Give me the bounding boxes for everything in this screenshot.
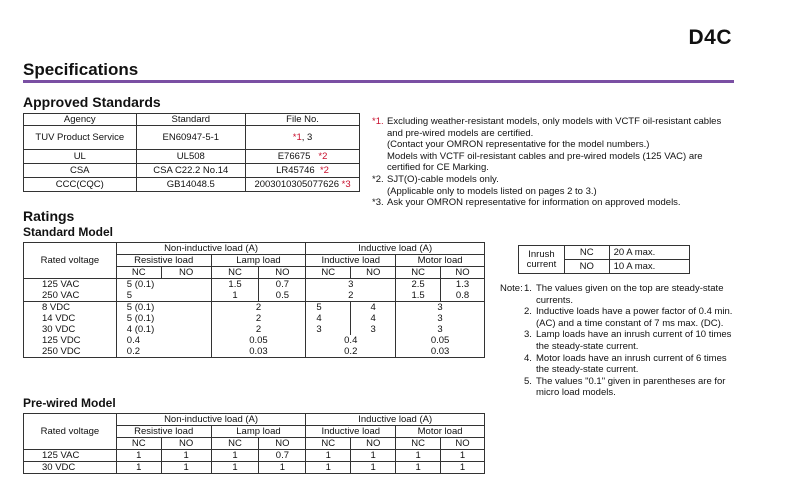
- table-row: [519, 246, 690, 260]
- resistive-cell: 4 (0.1): [116, 324, 211, 335]
- column-header-lamp: Lamp load: [211, 426, 306, 438]
- motor-cell: 3: [396, 313, 485, 324]
- lamp-cell: 2: [211, 302, 306, 314]
- inductive-cell: 3: [306, 279, 396, 291]
- note-line: Lamp loads have an inrush current of 10 times: [536, 329, 732, 341]
- inductive-cell: 0.4: [306, 335, 396, 346]
- column-header-nc: NC: [396, 267, 441, 279]
- footnote-line: certified for CE Marking.: [387, 162, 489, 174]
- standard-model-heading: Standard Model: [23, 225, 114, 239]
- footnote-mark: *2: [318, 150, 328, 162]
- inductive-no-cell: 3: [351, 324, 396, 335]
- voltage-cell: 125 VAC: [24, 279, 117, 291]
- file-no-text: E76675: [277, 150, 311, 162]
- value-cell: 1: [306, 462, 351, 474]
- table-row: [24, 126, 360, 150]
- table-row: [24, 164, 360, 178]
- column-header-file-no: File No.: [246, 114, 360, 126]
- column-header-nc: NC: [116, 438, 161, 450]
- column-header-noninductive: Non-inductive load (A): [116, 414, 306, 426]
- table-row: [24, 279, 485, 291]
- ratings-notes: [500, 283, 760, 399]
- note-line: micro load models.: [536, 387, 616, 399]
- inductive-nc-cell: 3: [306, 324, 351, 335]
- note-line: The values given on the top are steady-state: [536, 283, 724, 294]
- lamp-no-cell: 0.5: [259, 290, 306, 302]
- voltage-cell: 8 VDC: [24, 302, 117, 314]
- footnote-line: and pre-wired models are certified.: [387, 127, 534, 139]
- table-header-row: [24, 414, 485, 426]
- resistive-cell: 5 (0.1): [116, 313, 211, 324]
- motor-cell: 0.05: [396, 335, 485, 346]
- footnote-text: [387, 174, 597, 197]
- note-mark: 2.: [524, 306, 532, 318]
- agency-cell: TUV Product Service: [24, 126, 137, 150]
- footnote-line: SJT(O)-cable models only.: [387, 173, 499, 185]
- file-no-cell: [246, 178, 360, 192]
- column-header-no: NO: [161, 438, 211, 450]
- table-row: [24, 346, 485, 358]
- voltage-cell: 125 VDC: [24, 335, 117, 346]
- prewired-model-ratings-table: [23, 413, 485, 474]
- voltage-cell: 30 VDC: [24, 324, 117, 335]
- motor-no-cell: 0.8: [441, 290, 485, 302]
- footnote-line: (Applicable only to models listed on pages 2 to 3.): [387, 185, 597, 197]
- column-header-nc: NC: [211, 267, 259, 279]
- approved-standards-heading: Approved Standards: [23, 94, 161, 110]
- lamp-nc-cell: 1.5: [211, 279, 259, 291]
- approved-standards-notes: [372, 116, 752, 209]
- column-header-agency: Agency: [24, 114, 137, 126]
- value-cell: 1: [441, 450, 485, 462]
- inductive-nc-cell: 4: [306, 313, 351, 324]
- table-row: [24, 450, 485, 462]
- agency-cell: CSA: [24, 164, 137, 178]
- table-header-row: [24, 114, 360, 126]
- inrush-label-line: Inrush: [528, 248, 555, 260]
- table-row: [24, 302, 485, 314]
- note-mark: 4.: [524, 352, 532, 364]
- value-cell: 1: [259, 462, 306, 474]
- motor-no-cell: 1.3: [441, 279, 485, 291]
- column-header-motor: Motor load: [396, 255, 485, 267]
- footnote-mark: *1: [292, 131, 302, 143]
- resistive-cell: 5 (0.1): [116, 279, 211, 291]
- column-header-no: NO: [259, 267, 306, 279]
- column-header-no: NO: [351, 267, 396, 279]
- column-header-resistive: Resistive load: [116, 426, 211, 438]
- value-cell: 1: [351, 462, 396, 474]
- footnote: [372, 116, 752, 174]
- column-header-lamp: Lamp load: [211, 255, 306, 267]
- standard-cell: CSA C22.2 No.14: [136, 164, 246, 178]
- footnote-mark: *3: [341, 178, 351, 190]
- note-mark: 5.: [524, 375, 532, 387]
- file-no-text: 2003010305077626: [254, 178, 339, 190]
- column-header-inductive: Inductive load (A): [306, 414, 485, 426]
- value-cell: 1: [161, 462, 211, 474]
- file-no-text: LR45746: [276, 164, 315, 176]
- file-no-text: , 3: [301, 131, 313, 143]
- note-text: [536, 283, 723, 306]
- standard-model-ratings-table: [23, 242, 485, 358]
- note-prefix: Note:: [500, 283, 523, 294]
- lamp-cell: 0.05: [211, 335, 306, 346]
- inductive-cell: 0.2: [306, 346, 396, 358]
- note-line: the steady-state current.: [536, 364, 639, 376]
- footnote-text: [387, 116, 721, 174]
- resistive-cell: 0.4: [116, 335, 211, 346]
- voltage-cell: 125 VAC: [24, 450, 117, 462]
- column-header-rated-voltage: Rated voltage: [24, 414, 117, 450]
- title-divider: [23, 80, 734, 83]
- lamp-no-cell: 0.7: [259, 279, 306, 291]
- table-row: [24, 150, 360, 164]
- inductive-cell: 2: [306, 290, 396, 302]
- note-text: [536, 329, 731, 352]
- column-header-no: NO: [441, 438, 485, 450]
- note-item: [500, 329, 760, 352]
- note-line: (AC) and a time constant of 7 ms max. (DC).: [536, 317, 724, 329]
- standard-cell: GB14048.5: [136, 178, 246, 192]
- motor-cell: 3: [396, 302, 485, 314]
- voltage-cell: 14 VDC: [24, 313, 117, 324]
- inrush-value-cell: 20 A max.: [609, 246, 689, 260]
- note-item: [500, 353, 760, 376]
- value-cell: 1: [441, 462, 485, 474]
- approved-standards-table: [23, 113, 360, 192]
- value-cell: 1: [306, 450, 351, 462]
- footnote-line: Models with VCTF oil-resistant cables and pre-wired models (125 VAC) are: [387, 150, 703, 162]
- footnote-line: (Contact your OMRON representative for the model numbers.): [387, 139, 650, 151]
- note-item: [500, 306, 760, 329]
- column-header-no: NO: [161, 267, 211, 279]
- note-line: currents.: [536, 294, 573, 306]
- ratings-heading: Ratings: [23, 208, 75, 224]
- note-line: The values "0.1" given in parentheses are for: [536, 375, 726, 387]
- inductive-nc-cell: 5: [306, 302, 351, 314]
- column-header-no: NO: [441, 267, 485, 279]
- motor-cell: 3: [396, 324, 485, 335]
- agency-cell: UL: [24, 150, 137, 164]
- column-header-inductive: Inductive load (A): [306, 243, 485, 255]
- note-line: Motor loads have an inrush current of 6 times: [536, 352, 727, 364]
- inductive-no-cell: 4: [351, 313, 396, 324]
- table-row: [24, 313, 485, 324]
- file-no-cell: [246, 164, 360, 178]
- value-cell: 1: [116, 462, 161, 474]
- motor-cell: 0.03: [396, 346, 485, 358]
- column-header-nc: NC: [211, 438, 259, 450]
- inrush-value-cell: 10 A max.: [609, 260, 689, 274]
- column-header-nc: NC: [116, 267, 161, 279]
- note-item: [500, 283, 760, 306]
- note-mark: 1.: [524, 283, 532, 294]
- column-header-nc: NC: [306, 267, 351, 279]
- resistive-cell: 5 (0.1): [116, 302, 211, 314]
- model-number: D4C: [688, 26, 732, 49]
- footnote-text: [387, 197, 681, 209]
- lamp-cell: 0.03: [211, 346, 306, 358]
- value-cell: 1: [396, 450, 441, 462]
- footnote-mark: *2.: [372, 173, 384, 185]
- value-cell: 1: [211, 450, 259, 462]
- lamp-cell: 2: [211, 324, 306, 335]
- inductive-no-cell: 4: [351, 302, 396, 314]
- column-header-nc: NC: [306, 438, 351, 450]
- file-no-cell: [246, 150, 360, 164]
- value-cell: 1: [396, 462, 441, 474]
- column-header-standard: Standard: [136, 114, 246, 126]
- table-row: [24, 290, 485, 302]
- column-header-no: NO: [259, 438, 306, 450]
- resistive-cell: 5: [116, 290, 211, 302]
- column-header-inductive-load: Inductive load: [306, 255, 396, 267]
- note-line: Inductive loads have a power factor of 0.4 min.: [536, 306, 733, 318]
- voltage-cell: 250 VAC: [24, 290, 117, 302]
- value-cell: 1: [351, 450, 396, 462]
- table-row: [24, 335, 485, 346]
- note-text: [536, 353, 727, 376]
- prewired-model-heading: Pre-wired Model: [23, 396, 116, 410]
- note-text: [536, 376, 725, 399]
- footnote-line: Ask your OMRON representative for information on approved models.: [387, 197, 681, 209]
- note-item: [500, 376, 760, 399]
- lamp-nc-cell: 1: [211, 290, 259, 302]
- value-cell: 1: [116, 450, 161, 462]
- footnote-mark: *2: [319, 164, 329, 176]
- footnote-mark: *1.: [372, 116, 384, 127]
- column-header-noninductive: Non-inductive load (A): [116, 243, 306, 255]
- column-header-rated-voltage: Rated voltage: [24, 243, 117, 279]
- column-header-resistive: Resistive load: [116, 255, 211, 267]
- voltage-cell: 30 VDC: [24, 462, 117, 474]
- column-header-no: NO: [351, 438, 396, 450]
- voltage-cell: 250 VDC: [24, 346, 117, 358]
- note-line: the steady-state current.: [536, 340, 639, 352]
- footnote-mark: *3.: [372, 197, 384, 209]
- column-header-inductive-load: Inductive load: [306, 426, 396, 438]
- value-cell: 1: [161, 450, 211, 462]
- contact-cell: NC: [564, 246, 609, 260]
- page-title: Specifications: [23, 60, 139, 79]
- table-row: [24, 178, 360, 192]
- inrush-current-table: [518, 245, 690, 274]
- value-cell: 1: [211, 462, 259, 474]
- resistive-cell: 0.2: [116, 346, 211, 358]
- standard-cell: EN60947-5-1: [136, 126, 246, 150]
- lamp-cell: 2: [211, 313, 306, 324]
- table-row: [24, 462, 485, 474]
- inrush-label-line: current: [526, 258, 557, 270]
- footnote: [372, 174, 752, 197]
- footnote-line: Excluding weather-resistant models, only models with VCTF oil-resistant cables: [387, 116, 722, 127]
- footnote: [372, 197, 752, 209]
- table-row: [24, 324, 485, 335]
- motor-nc-cell: 1.5: [396, 290, 441, 302]
- inrush-label-cell: [519, 246, 565, 274]
- agency-cell: CCC(CQC): [24, 178, 137, 192]
- contact-cell: NO: [564, 260, 609, 274]
- table-header-row: [24, 243, 485, 255]
- column-header-motor: Motor load: [396, 426, 485, 438]
- note-text: [536, 306, 732, 329]
- note-mark: 3.: [524, 329, 532, 341]
- standard-cell: UL508: [136, 150, 246, 164]
- file-no-cell: [246, 126, 360, 150]
- column-header-nc: NC: [396, 438, 441, 450]
- motor-nc-cell: 2.5: [396, 279, 441, 291]
- value-cell: 0.7: [259, 450, 306, 462]
